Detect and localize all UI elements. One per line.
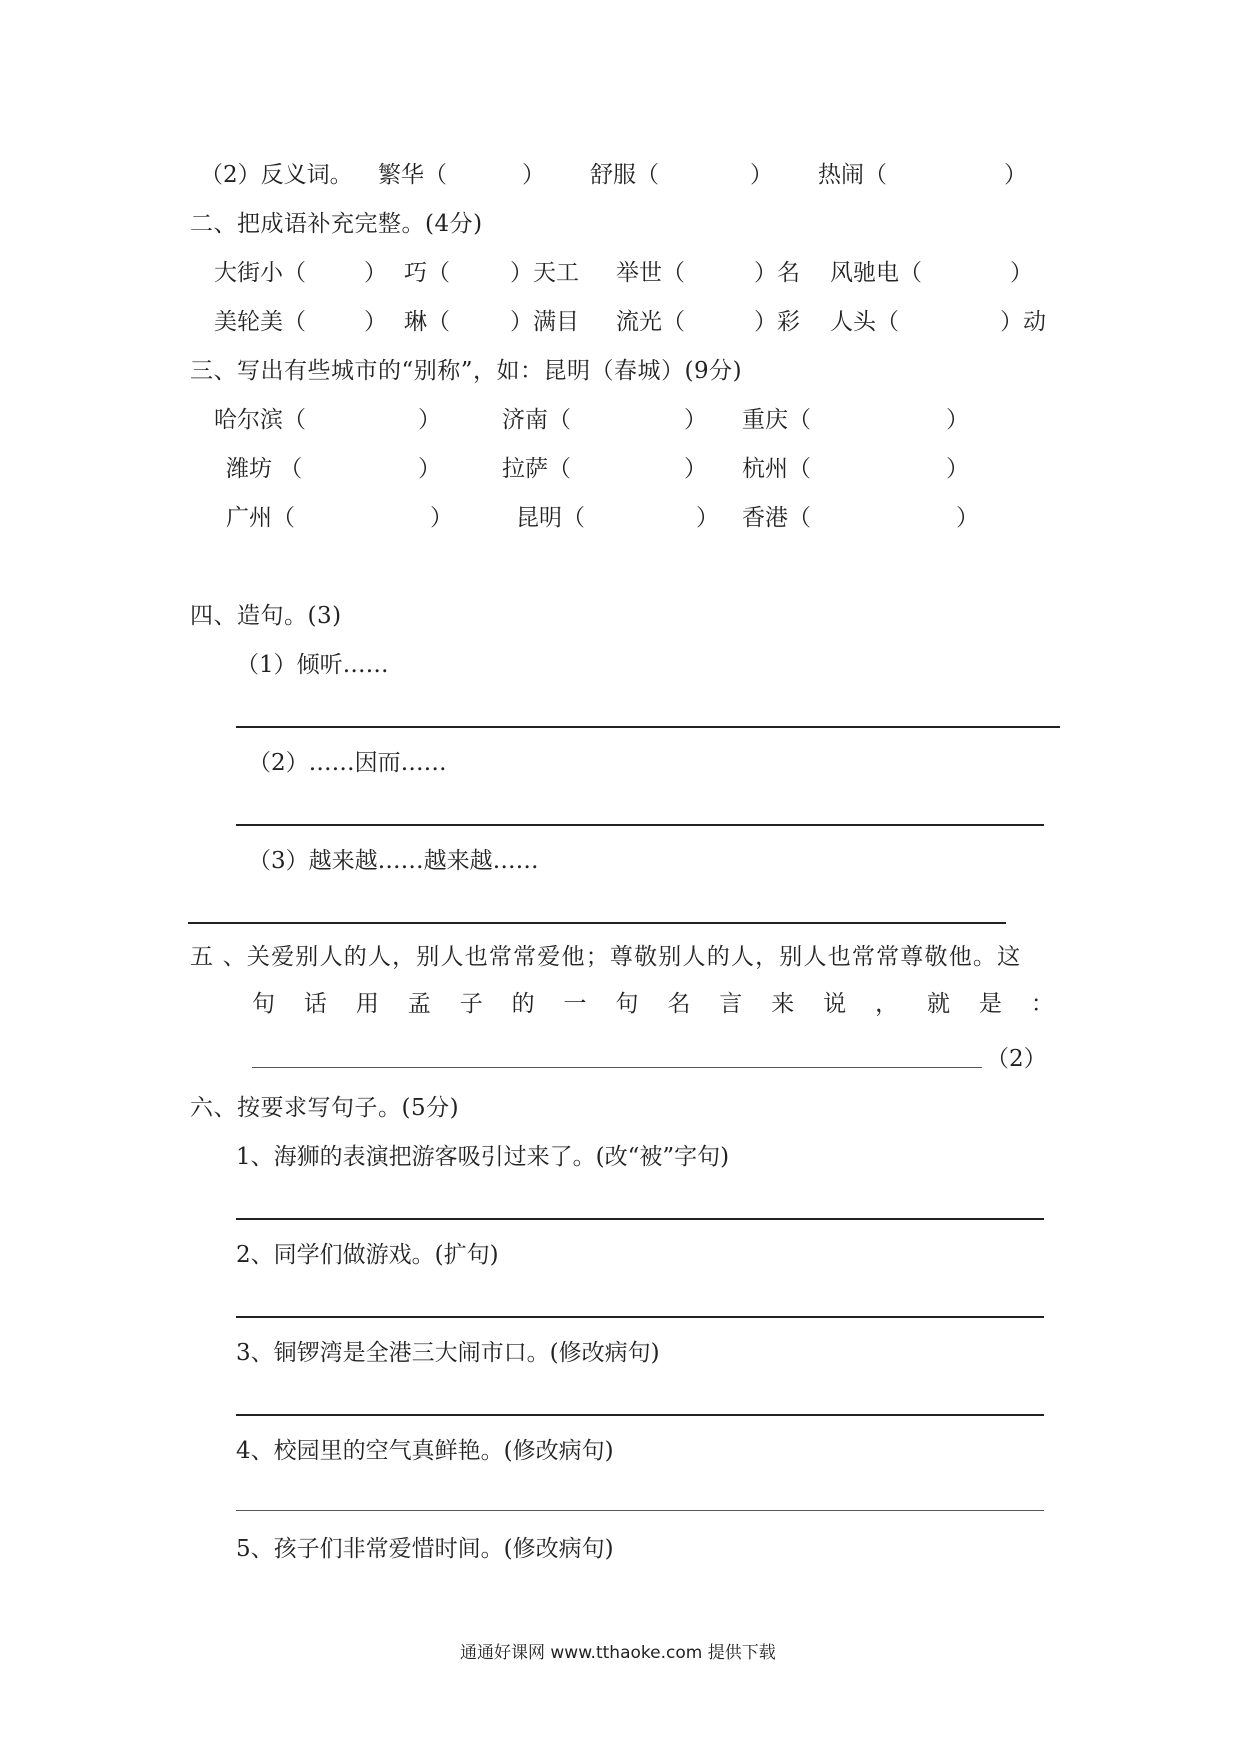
answer-line[interactable] (236, 824, 1044, 826)
char: 是 (978, 991, 1002, 1017)
idiom-part: 风驰电（ (830, 260, 922, 286)
char: 一 (563, 991, 587, 1017)
idiom-part: ）名 (754, 260, 800, 286)
char: 话 (303, 991, 327, 1017)
answer-line[interactable] (236, 1218, 1044, 1220)
char: ， (875, 991, 899, 1017)
city-name: 济南（ (502, 407, 571, 433)
city-name: 哈尔滨（ (214, 407, 306, 433)
city-close: ） (696, 505, 719, 531)
answer-line[interactable] (236, 1414, 1044, 1416)
idiom-part: ）彩 (754, 309, 800, 335)
idiom-part: ）满目 (510, 309, 579, 335)
sentence-task: 1、海狮的表演把游客吸引过来了。(改“被”字句) (236, 1144, 730, 1170)
char: 就 (926, 991, 950, 1017)
char: 说 (823, 991, 847, 1017)
idiom-part: 流光（ (616, 309, 685, 335)
city-name: 香港（ (742, 505, 811, 531)
idiom-part: ） (1010, 260, 1033, 286)
antonym-item: 舒服（ (590, 162, 659, 188)
idiom-part: 大街小（ (214, 260, 306, 286)
city-name: 重庆（ (742, 407, 811, 433)
sentence-prompt: （1）倾听…… (236, 652, 389, 678)
city-name: 杭州（ (742, 456, 811, 482)
city-close: ） (430, 505, 453, 531)
char: ： (1030, 991, 1054, 1017)
score: （2） (986, 1046, 1047, 1072)
char: 子 (459, 991, 483, 1017)
char: 言 (719, 991, 743, 1017)
antonym-close: ） (522, 162, 545, 188)
idiom-part: ） (364, 309, 387, 335)
char: 句 (252, 991, 275, 1017)
answer-line[interactable] (236, 1316, 1044, 1318)
antonym-item: 热闹（ (818, 162, 887, 188)
section4-heading: 四、造句。(3) (190, 603, 342, 629)
idiom-part: 美轮美（ (214, 309, 306, 335)
answer-line[interactable] (188, 922, 1006, 924)
char: 句 (615, 991, 639, 1017)
city-name: 潍坊 （ (226, 456, 303, 482)
idiom-part: ）动 (1000, 309, 1046, 335)
section5-text: 五 、关爱别人的人，别人也常常爱他；尊敬别人的人，别人也常常尊敬他。这 (190, 944, 1022, 970)
city-close: ） (684, 407, 707, 433)
answer-line[interactable] (252, 1067, 982, 1068)
city-name: 拉萨（ (502, 456, 571, 482)
idiom-part: 巧（ (404, 260, 450, 286)
idiom-part: ） (364, 260, 387, 286)
answer-line[interactable] (236, 1510, 1044, 1511)
sentence-prompt: （2）……因而…… (248, 750, 447, 776)
char: 的 (511, 991, 535, 1017)
char: 孟 (407, 991, 431, 1017)
sentence-prompt: （3）越来越……越来越…… (248, 848, 539, 874)
city-close: ） (946, 407, 969, 433)
char: 名 (667, 991, 691, 1017)
city-close: ） (684, 456, 707, 482)
section6-heading: 六、按要求写句子。(5分) (190, 1095, 460, 1121)
section2-heading: 二、把成语补充完整。(4分) (190, 211, 483, 237)
section3-heading: 三、写出有些城市的“别称”，如：昆明（春城）(9分) (190, 358, 743, 384)
char: 用 (355, 991, 379, 1017)
city-name: 昆明（ (516, 505, 585, 531)
idiom-part: 琳（ (404, 309, 450, 335)
footer: 通通好课网 www.tthaoke.com 提供下载 (460, 1643, 776, 1663)
antonym-item: 繁华（ (378, 162, 447, 188)
antonym-close: ） (750, 162, 773, 188)
answer-line[interactable] (236, 726, 1060, 728)
idiom-part: 举世（ (616, 260, 685, 286)
section5-continued (252, 993, 1054, 1016)
city-close: ） (946, 456, 969, 482)
city-close: ） (418, 456, 441, 482)
sentence-task: 3、铜锣湾是全港三大闹市口。(修改病句) (236, 1340, 660, 1366)
char: 来 (771, 991, 795, 1017)
sentence-task: 5、孩子们非常爱惜时间。(修改病句) (236, 1536, 614, 1562)
idiom-part: ）天工 (510, 260, 579, 286)
idiom-part: 人头（ (830, 309, 899, 335)
city-close: ） (418, 407, 441, 433)
sentence-task: 2、同学们做游戏。(扩句) (236, 1242, 499, 1268)
city-name: 广州（ (226, 505, 295, 531)
antonym-label: （2）反义词。 (200, 162, 353, 188)
antonym-close: ） (1004, 162, 1027, 188)
city-close: ） (956, 505, 979, 531)
sentence-task: 4、校园里的空气真鲜艳。(修改病句) (236, 1438, 614, 1464)
